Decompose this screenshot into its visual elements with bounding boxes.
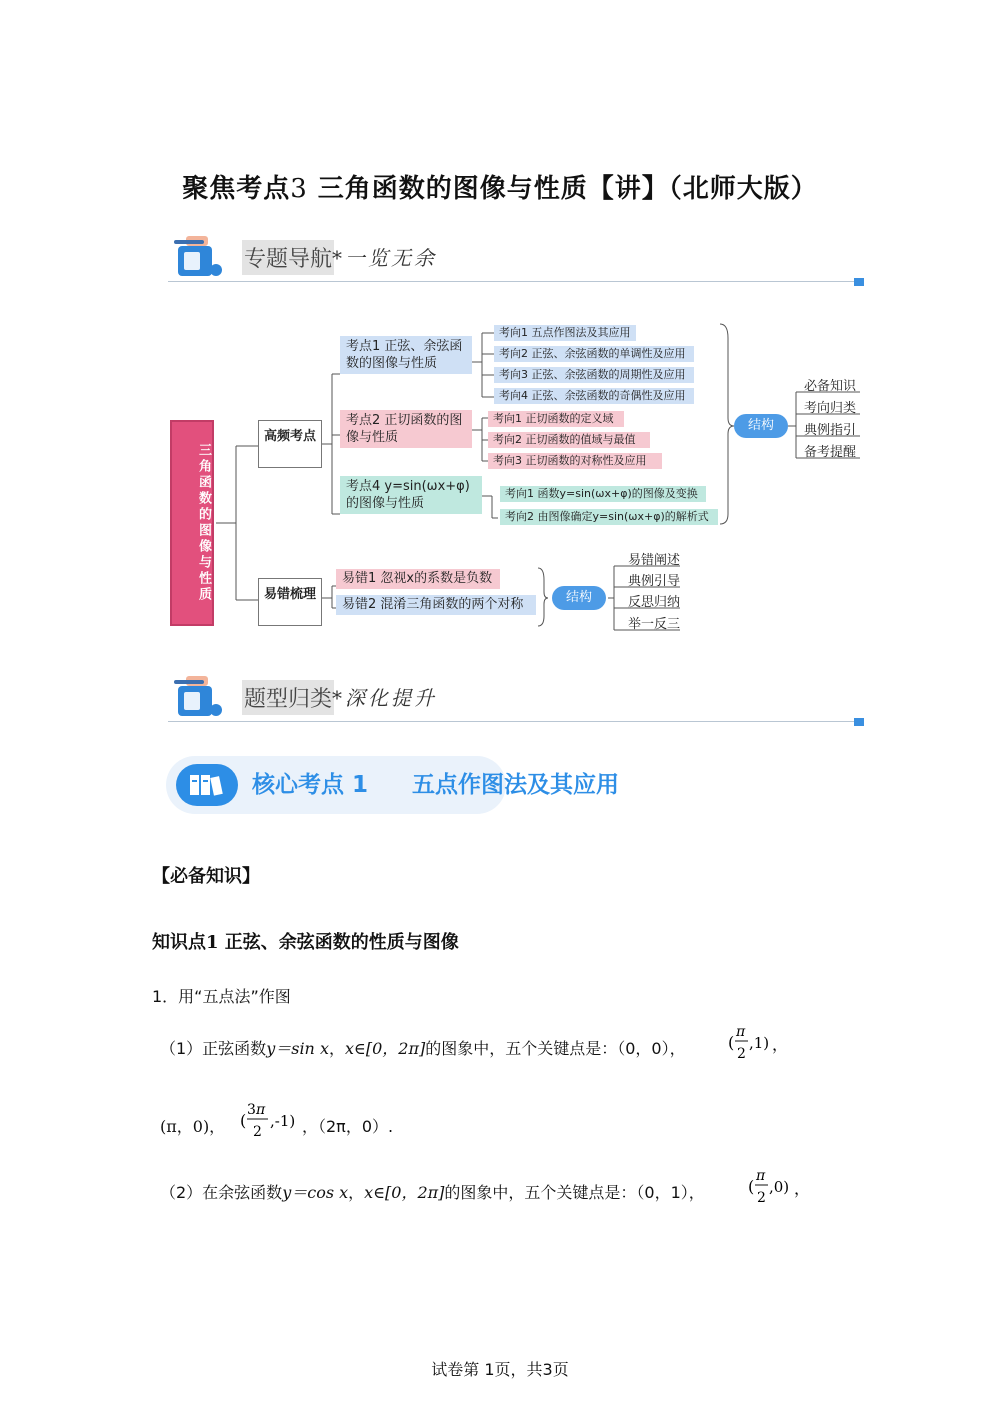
paragraph-1: 1．用“五点法”作图 [152, 987, 291, 1006]
divider-marker [854, 718, 864, 726]
svg-text:，: ， [794, 1179, 811, 1198]
text-segment: 的图象中，五个关键点是：（0，0）， [425, 1039, 686, 1058]
svg-text:π: π [756, 1168, 766, 1184]
svg-text:π: π [256, 1102, 266, 1118]
text-segment: ， [328, 1039, 345, 1058]
divider-marker [854, 278, 864, 286]
kp2-item: 考向3 正切函数的对称性及应用 [488, 453, 662, 469]
section-heading: 【必备知识】 [152, 866, 260, 887]
kp4-item: 考向2 由图像确定y=sin(ωx+φ)的解析式 [500, 509, 718, 525]
core-label: 核心考点 1 [252, 772, 369, 798]
title-rest: 三角函数的图像与性质【讲】（北师大版） [307, 174, 818, 204]
book-mascot-icon [172, 672, 224, 720]
books-icon [176, 764, 238, 806]
mindmap [168, 318, 868, 638]
branch-errors: 易错梳理 [258, 578, 322, 626]
text-segment: （2）在余弦函数 [160, 1183, 283, 1202]
struct-item: 备考提醒 [804, 445, 857, 460]
svg-text:2: 2 [253, 1124, 262, 1140]
svg-text:，: ， [772, 1035, 789, 1054]
banner-title: 专题导航 [242, 240, 334, 275]
svg-text:,1): ,1) [749, 1034, 770, 1052]
formula-sin: y＝sin x [266, 1039, 329, 1058]
kp1-item: 考向4 正弦、余弦函数的奇偶性及应用 [494, 388, 694, 404]
struct-item: 考向归类 [804, 401, 857, 416]
banner-subtitle: *一览无余 [332, 246, 437, 270]
paragraph-2 [160, 1036, 686, 1059]
mindmap-root: 三角函数的图像与性质 [170, 420, 214, 626]
struct-item: 必备知识 [804, 379, 857, 394]
paragraph-4 [160, 1180, 705, 1203]
error-item: 易错2 混淆三角函数的两个对称 [336, 595, 536, 615]
formula-domain: x∈[0，2π] [345, 1039, 426, 1058]
kp-text: 正弦、余弦函数的性质与图像 [218, 932, 459, 953]
err-struct-item: 典例引导 [628, 574, 681, 589]
kp1-node: 考点1 正弦、余弦函数的图像与性质 [340, 336, 472, 374]
kp1-item: 考向1 五点作图法及其应用 [494, 325, 636, 341]
text-segment: （1）正弦函数 [160, 1039, 267, 1058]
svg-text:,0): ,0) [769, 1178, 790, 1196]
kp-number: 1 [206, 932, 219, 953]
divider [168, 281, 854, 282]
fraction-point-pi-over-2-0 [746, 1166, 810, 1210]
svg-text:,-1): ,-1) [270, 1112, 296, 1130]
fraction-point-pi-over-2-1 [726, 1022, 789, 1066]
structure-badge: 结构 [734, 414, 788, 438]
kp-prefix: 知识点 [152, 932, 206, 953]
banner-topic-nav [168, 228, 868, 290]
error-item: 易错1 忽视x的系数是负数 [336, 569, 500, 589]
kp1-item: 考向2 正弦、余弦函数的单调性及应用 [494, 346, 694, 362]
kp2-item: 考向1 正切函数的定义域 [488, 411, 624, 427]
core-topic-title [252, 766, 619, 799]
formula-cos: y＝cos x [282, 1183, 349, 1202]
svg-text:3: 3 [247, 1102, 256, 1118]
branch-high-freq: 高频考点 [258, 420, 322, 468]
paragraph-3b: ，（2π，0）. [302, 1117, 394, 1136]
err-struct-item: 易错阐述 [628, 553, 681, 568]
title-main: 聚焦考点 [182, 174, 291, 204]
title-num: 3 [290, 174, 308, 204]
struct-item: 典例指引 [804, 423, 857, 438]
formula-domain: x∈[0，2π] [364, 1183, 445, 1202]
paragraph-3a: (π，0)， [160, 1117, 226, 1136]
error-structure-badge: 结构 [552, 586, 606, 610]
page-footer: 试卷第 1页，共3页 [431, 1360, 569, 1379]
text-segment: 的图象中，五个关键点是：（0，1）， [444, 1183, 705, 1202]
err-struct-item: 举一反三 [628, 617, 681, 632]
banner-title: 题型归类 [242, 680, 334, 715]
svg-text:(: ( [728, 1033, 735, 1052]
page-title [0, 168, 1000, 205]
svg-text:(: ( [240, 1111, 247, 1130]
kp4-item: 考向1 函数y=sin(ωx+φ)的图像及变换 [500, 486, 706, 502]
svg-text:2: 2 [757, 1190, 766, 1206]
kp1-item: 考向3 正弦、余弦函数的周期性及应用 [494, 367, 694, 383]
kp2-node: 考点2 正切函数的图像与性质 [340, 410, 472, 448]
svg-text:π: π [736, 1024, 746, 1040]
err-struct-item: 反思归纳 [628, 595, 681, 610]
book-mascot-icon [172, 232, 224, 280]
banner-subtitle: *深化提升 [332, 686, 437, 710]
svg-text:(: ( [748, 1177, 755, 1196]
core-topic-header [166, 756, 620, 814]
divider [168, 721, 854, 722]
banner-question-types [168, 668, 868, 730]
kp4-node: 考点4 y=sin(ωx+φ)的图像与性质 [340, 476, 482, 514]
svg-text:2: 2 [737, 1046, 746, 1062]
kp2-item: 考向2 正切函数的值域与最值 [488, 432, 650, 448]
text-segment: ， [348, 1183, 365, 1202]
core-topic: 五点作图法及其应用 [412, 772, 620, 798]
fraction-point-3pi-over-2 [238, 1100, 308, 1144]
knowledge-point-title [152, 928, 459, 954]
